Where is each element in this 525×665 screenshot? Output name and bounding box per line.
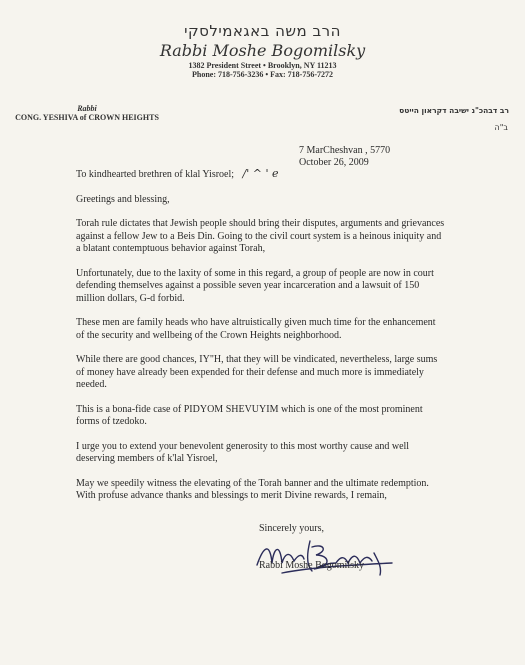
hebrew-date: 7 MarCheshvan , 5770 bbox=[299, 145, 391, 156]
paragraph: These men are family heads who have altruistically given much time for the enhancement of the security and wellbeing of the Crown Heights neighborhood. bbox=[76, 317, 436, 341]
paragraph: I urge you to extend your benevolent generosity to this most worthy cause and well deserving members of k'lal Yisroel, bbox=[76, 440, 410, 464]
paragraph: Greetings and blessing, bbox=[76, 193, 170, 205]
date-block bbox=[299, 145, 390, 169]
closing: Sincerely yours, bbox=[259, 523, 324, 534]
paragraph: While there are good chances, IY"H, that they will be vindicated, nevertheless, large sums of money have already been expended for their defense and much more is immediately needed. bbox=[76, 354, 438, 390]
signature-icon bbox=[252, 535, 402, 580]
letterhead-hebrew-name: הרב משה באגאמילסקי bbox=[184, 22, 341, 40]
letter-body bbox=[76, 168, 446, 515]
congregation-name: CONG. YESHIVA of CROWN HEIGHTS bbox=[15, 113, 159, 122]
paragraph: This is a bona-fide case of PIDYOM SHEVUYIM which is one of the most prominent forms of tzedoko. bbox=[76, 403, 423, 427]
paragraph: May we speedily witness the elevating of the Torah banner and the ultimate redemption. With profuse advance thanks and blessings to merit Divine rewards, I remain, bbox=[76, 477, 429, 501]
salutation bbox=[76, 168, 446, 182]
letterhead-phone: Phone: 718-756-3236 • Fax: 718-756-7272 bbox=[191, 70, 333, 79]
letterhead-name: Rabbi Moshe Bogomilsky bbox=[159, 41, 366, 60]
handwritten-mark: /' ^ ' e bbox=[242, 167, 279, 180]
left-title-block bbox=[12, 104, 162, 122]
rabbi-title: Rabbi bbox=[77, 104, 97, 113]
hebrew-congregation: רב דבהכ"נ ישיבה דקראון הייטס bbox=[399, 106, 509, 115]
paragraph: Torah rule dictates that Jewish people should bring their disputes, arguments and grievances against a fellow Jew to a Beis Din. Going to the civil court system is a heinous iniquity and a blatant contemptuous behavior against Torah, bbox=[76, 218, 445, 254]
letterhead bbox=[0, 22, 525, 79]
gregorian-date: October 26, 2009 bbox=[299, 157, 369, 168]
salutation-text: To kindhearted brethren of klal Yisroel; bbox=[76, 169, 235, 180]
signature-name: Rabbi Moshe Bogomilsky bbox=[259, 560, 365, 571]
paragraph: Unfortunately, due to the laxity of some in this regard, a group of people are now in court defending themselves against a possible seven year incarceration and a lawsuit of 150 million dollars, G-d forbid. bbox=[76, 267, 434, 304]
bh-mark: ב"ה bbox=[494, 123, 508, 132]
letterhead-address: 1382 President Street • Brooklyn, NY 11213 bbox=[188, 61, 337, 70]
